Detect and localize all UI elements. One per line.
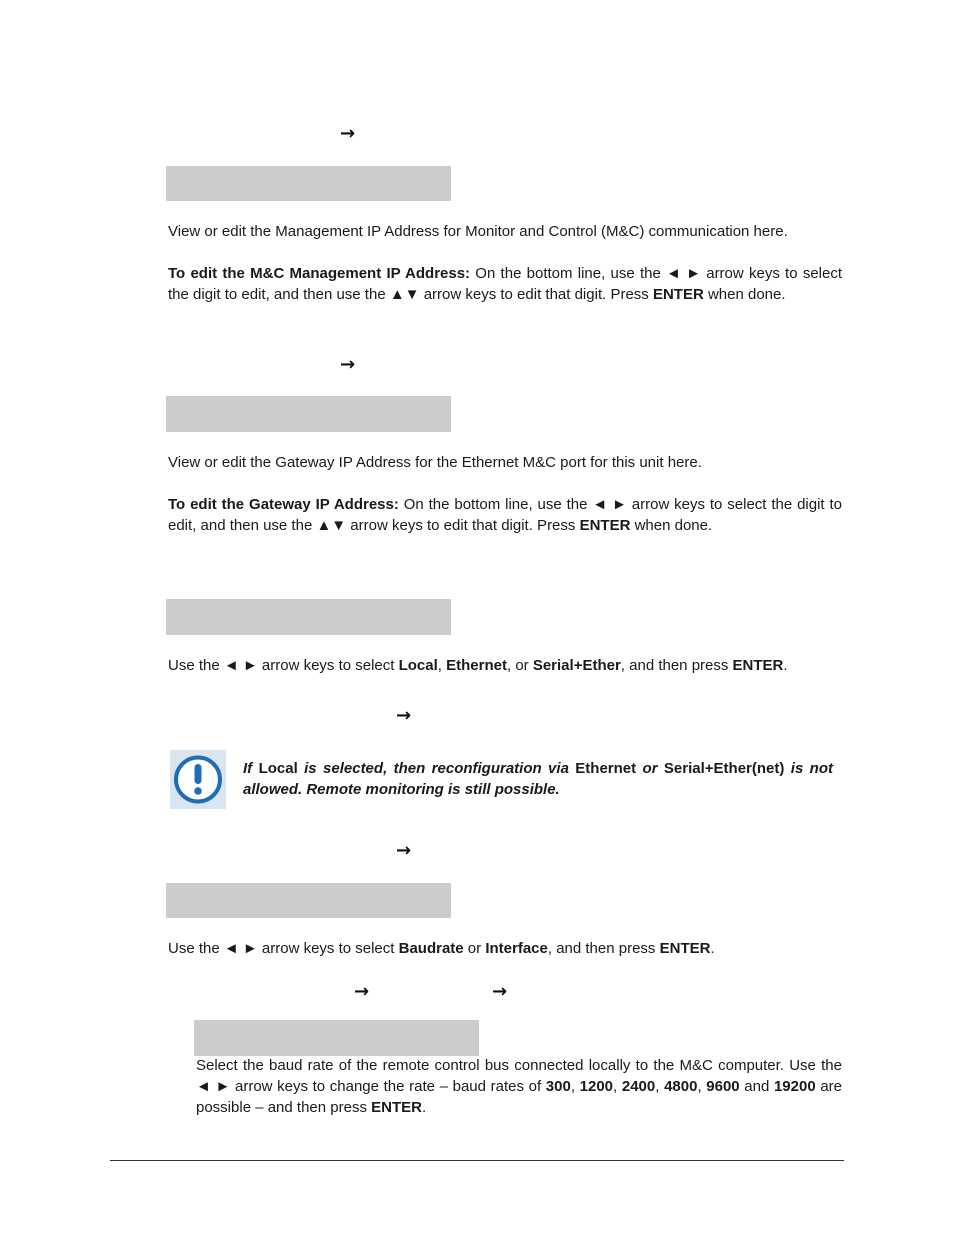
- remote-sep: ,: [437, 657, 447, 674]
- mgmt-ip-edit-text: On the bottom line, use the ◄ ► arrow keys to select the digit to edit, and then use the ▲▼ arrow keys to edit that digit. Press: [168, 265, 842, 303]
- gateway-ip-edit-instructions: [168, 494, 842, 536]
- lcd-display-gateway-ip: [166, 396, 451, 432]
- note-text: or: [636, 760, 664, 777]
- serial-text: Use the ◄ ► arrow keys to select: [168, 940, 399, 957]
- lcd-display-remote-control: [166, 599, 451, 635]
- baudrate-text: Select the baud rate of the remote control bus connected locally to the M&C computer. Use the ◄ ► arrow keys to change the rate – baud rates of: [196, 1057, 842, 1095]
- menu-path-arrow: →: [396, 840, 412, 861]
- serial-end: .: [710, 940, 715, 957]
- gateway-ip-edit-end: when done.: [630, 517, 713, 534]
- remote-sep: , or: [506, 657, 533, 674]
- mgmt-ip-desc-text: View or edit the Management IP Address for Monitor and Control (M&C) communication here.: [168, 223, 788, 240]
- footer-rule: [110, 1160, 844, 1161]
- enter-key-label: ENTER: [579, 517, 631, 534]
- baud-300: 300: [545, 1078, 571, 1095]
- remote-text: , and then press: [620, 657, 733, 674]
- important-note-icon: [170, 750, 226, 809]
- option-baudrate: Baudrate: [398, 940, 464, 957]
- baud-2400: 2400: [621, 1078, 656, 1095]
- option-serial-ether: Serial+Ether: [532, 657, 621, 674]
- baud-1200: 1200: [579, 1078, 614, 1095]
- enter-key-label: ENTER: [659, 940, 711, 957]
- remote-text: Use the ◄ ► arrow keys to select: [168, 657, 399, 674]
- note-local: Local: [258, 760, 298, 777]
- lcd-display-baudrate: [194, 1020, 479, 1056]
- baudrate-text: are possible – and then press: [196, 1078, 843, 1116]
- serial-instructions: [168, 938, 842, 959]
- baudrate-instructions: Select the baud rate of the remote control bus connected locally to the M&C computer. Use the ◄ ► arrow keys to change the rate – baud rates of 300, 1200, 2400, 4800, 9600 and 19200 are possible – and then press ENTER.: [196, 1057, 843, 1116]
- remote-end: .: [783, 657, 788, 674]
- remote-control-instructions: [168, 655, 842, 676]
- note-serial-ether: Serial+Ether(net): [663, 760, 785, 777]
- menu-path-arrow: →: [396, 705, 412, 726]
- baud-9600: 9600: [706, 1078, 740, 1095]
- gateway-ip-edit-text: On the bottom line, use the ◄ ► arrow keys to select the digit to edit, and then use the ▲▼ arrow keys to edit that digit. Press: [168, 496, 842, 534]
- important-note-text: [243, 758, 833, 800]
- baudrate-and: and: [739, 1078, 774, 1095]
- baudrate-end: .: [421, 1099, 427, 1116]
- menu-path-arrow: →: [340, 354, 356, 375]
- baud-4800: 4800: [664, 1078, 698, 1095]
- note-text: is not allowed. Remote monitoring is still possible.: [243, 760, 833, 798]
- option-interface: Interface: [485, 940, 548, 957]
- gateway-ip-edit-label: To edit the Gateway IP Address:: [168, 496, 399, 513]
- note-text: is selected, then reconfiguration via: [297, 760, 576, 777]
- option-local: Local: [398, 657, 438, 674]
- enter-key-label: ENTER: [652, 286, 704, 303]
- mgmt-ip-edit-instructions: [168, 263, 842, 305]
- baud-19200: 19200: [773, 1078, 816, 1095]
- serial-text: , and then press: [547, 940, 660, 957]
- mgmt-ip-description: [168, 221, 842, 242]
- note-ethernet: Ethernet: [575, 760, 637, 777]
- mgmt-ip-edit-end: when done.: [703, 286, 786, 303]
- mgmt-ip-edit-label: To edit the M&C Management IP Address:: [168, 265, 471, 282]
- enter-key-label: ENTER: [732, 657, 784, 674]
- note-text: If: [243, 760, 259, 777]
- lcd-display-mgmt-ip: [166, 166, 451, 201]
- option-ethernet: Ethernet: [446, 657, 507, 674]
- gateway-ip-description: [168, 452, 842, 473]
- enter-key-label: ENTER: [371, 1099, 422, 1116]
- menu-path-arrow: →: [340, 123, 356, 144]
- gateway-ip-desc-text: View or edit the Gateway IP Address for the Ethernet M&C port for this unit here.: [168, 454, 702, 471]
- menu-path-arrow: →: [354, 981, 370, 1002]
- lcd-display-serial: [166, 883, 451, 918]
- menu-path-arrow: →: [492, 981, 508, 1002]
- serial-sep: or: [463, 940, 486, 957]
